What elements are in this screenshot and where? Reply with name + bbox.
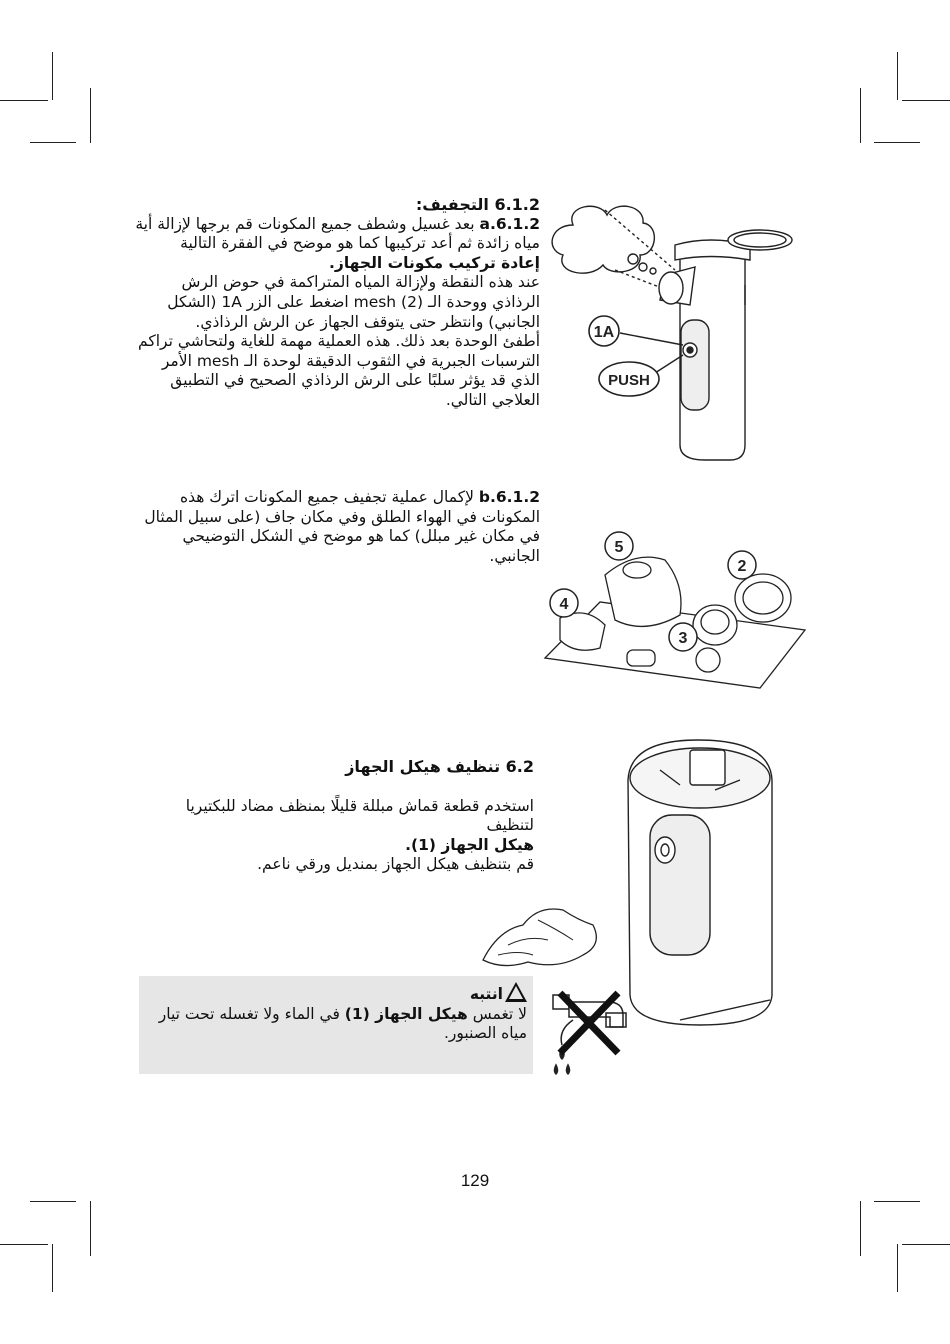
step-number: a.6.1.2 — [479, 214, 540, 233]
section-clean — [134, 757, 534, 875]
nebulizer-figure — [545, 195, 795, 475]
bold-reference: هيكل الجهاز (1). — [405, 835, 534, 854]
part-label-4: 4 — [559, 596, 569, 613]
crop-mark — [30, 1201, 76, 1202]
paragraph: استخدم قطعة قماش مبللة قليلًا بمنظف مضاد للبكتيريا لتنظيف — [185, 796, 534, 835]
crop-mark — [90, 1201, 91, 1256]
crop-mark — [860, 1201, 861, 1256]
warning-title: انتبه — [469, 985, 503, 1003]
crop-mark — [874, 142, 920, 143]
crop-mark — [897, 52, 898, 100]
paragraph — [135, 215, 540, 254]
part-label-2: 2 — [737, 558, 747, 575]
no-tap-water-icon — [548, 985, 628, 1080]
page-number: 129 — [460, 1171, 490, 1190]
warning-text-part: في الماء ولا تغسله تحت تيار مياه الصنبور. — [158, 1004, 527, 1043]
crop-mark — [0, 1244, 48, 1245]
label-1a: 1A — [593, 324, 615, 341]
section-heading: 6.2 تنظيف هيكل الجهاز — [345, 757, 534, 776]
warning-title-line — [142, 982, 527, 1005]
crop-mark — [902, 1244, 950, 1245]
paragraph: أطفئ الوحدة بعد ذلك. هذه العملية مهمة للغاية ولتحاشي تراكم الترسبات الجبرية في الثقوب الدقيقة لوحدة الـ mesh الأمر الذي قد يؤثر سلبًا على الرش الرذاذي الصحيح في التطبيق العلاجي التالي. — [138, 332, 540, 409]
paragraph — [135, 488, 540, 566]
bold-reference: إعادة تركيب مكونات الجهاز. — [329, 253, 540, 272]
step-text: بعد غسيل وشطف جميع المكونات قم برجها لإزالة أية مياه زائدة ثم أعد تركيبها كما هو موضح في الفقرة التالية — [135, 214, 540, 253]
warning-text — [142, 982, 527, 1044]
paragraph: قم بتنظيف هيكل الجهاز بمنديل ورقي ناعم. — [257, 855, 534, 874]
warning-text-part: لا تغمس — [472, 1004, 527, 1023]
crop-mark — [902, 100, 950, 101]
warning-box — [139, 976, 533, 1074]
section-dry-a — [135, 195, 540, 411]
crop-mark — [52, 1244, 53, 1292]
warning-icon — [505, 982, 527, 1002]
cloth-figure — [478, 900, 608, 975]
crop-mark — [52, 52, 53, 100]
bold-reference: هيكل الجهاز (1) — [344, 1004, 468, 1023]
part-label-3: 3 — [678, 630, 688, 647]
device-body-figure — [620, 740, 780, 1030]
crop-mark — [90, 88, 91, 143]
section-dry-b — [135, 488, 540, 566]
step-text: لإكمال عملية تجفيف جميع المكونات اترك هذه المكونات في الهواء الطلق وفي مكان جاف (على سبيل المثال في مكان غير مبلل) كما هو موضح في الشكل التوضيحي الجانبي. — [144, 488, 540, 565]
parts-drying-figure — [545, 530, 810, 690]
section-heading: 6.1.2 التجفيف: — [415, 195, 540, 214]
step-number: b.6.1.2 — [478, 488, 540, 506]
crop-mark — [897, 1244, 898, 1292]
crop-mark — [30, 142, 76, 143]
crop-mark — [860, 88, 861, 143]
crop-mark — [874, 1201, 920, 1202]
part-label-5: 5 — [614, 539, 624, 556]
crop-mark — [0, 100, 48, 101]
paragraph: عند هذه النقطة ولإزالة المياه المتراكمة في حوض الرش الرذاذي ووحدة الـ mesh (2) اضغط على الزر 1A (الشكل الجانبي) وانتظر حتى يتوقف الجهاز عن الرش الرذاذي. — [167, 273, 540, 331]
label-push: PUSH — [608, 372, 650, 389]
paragraph — [142, 1005, 527, 1044]
